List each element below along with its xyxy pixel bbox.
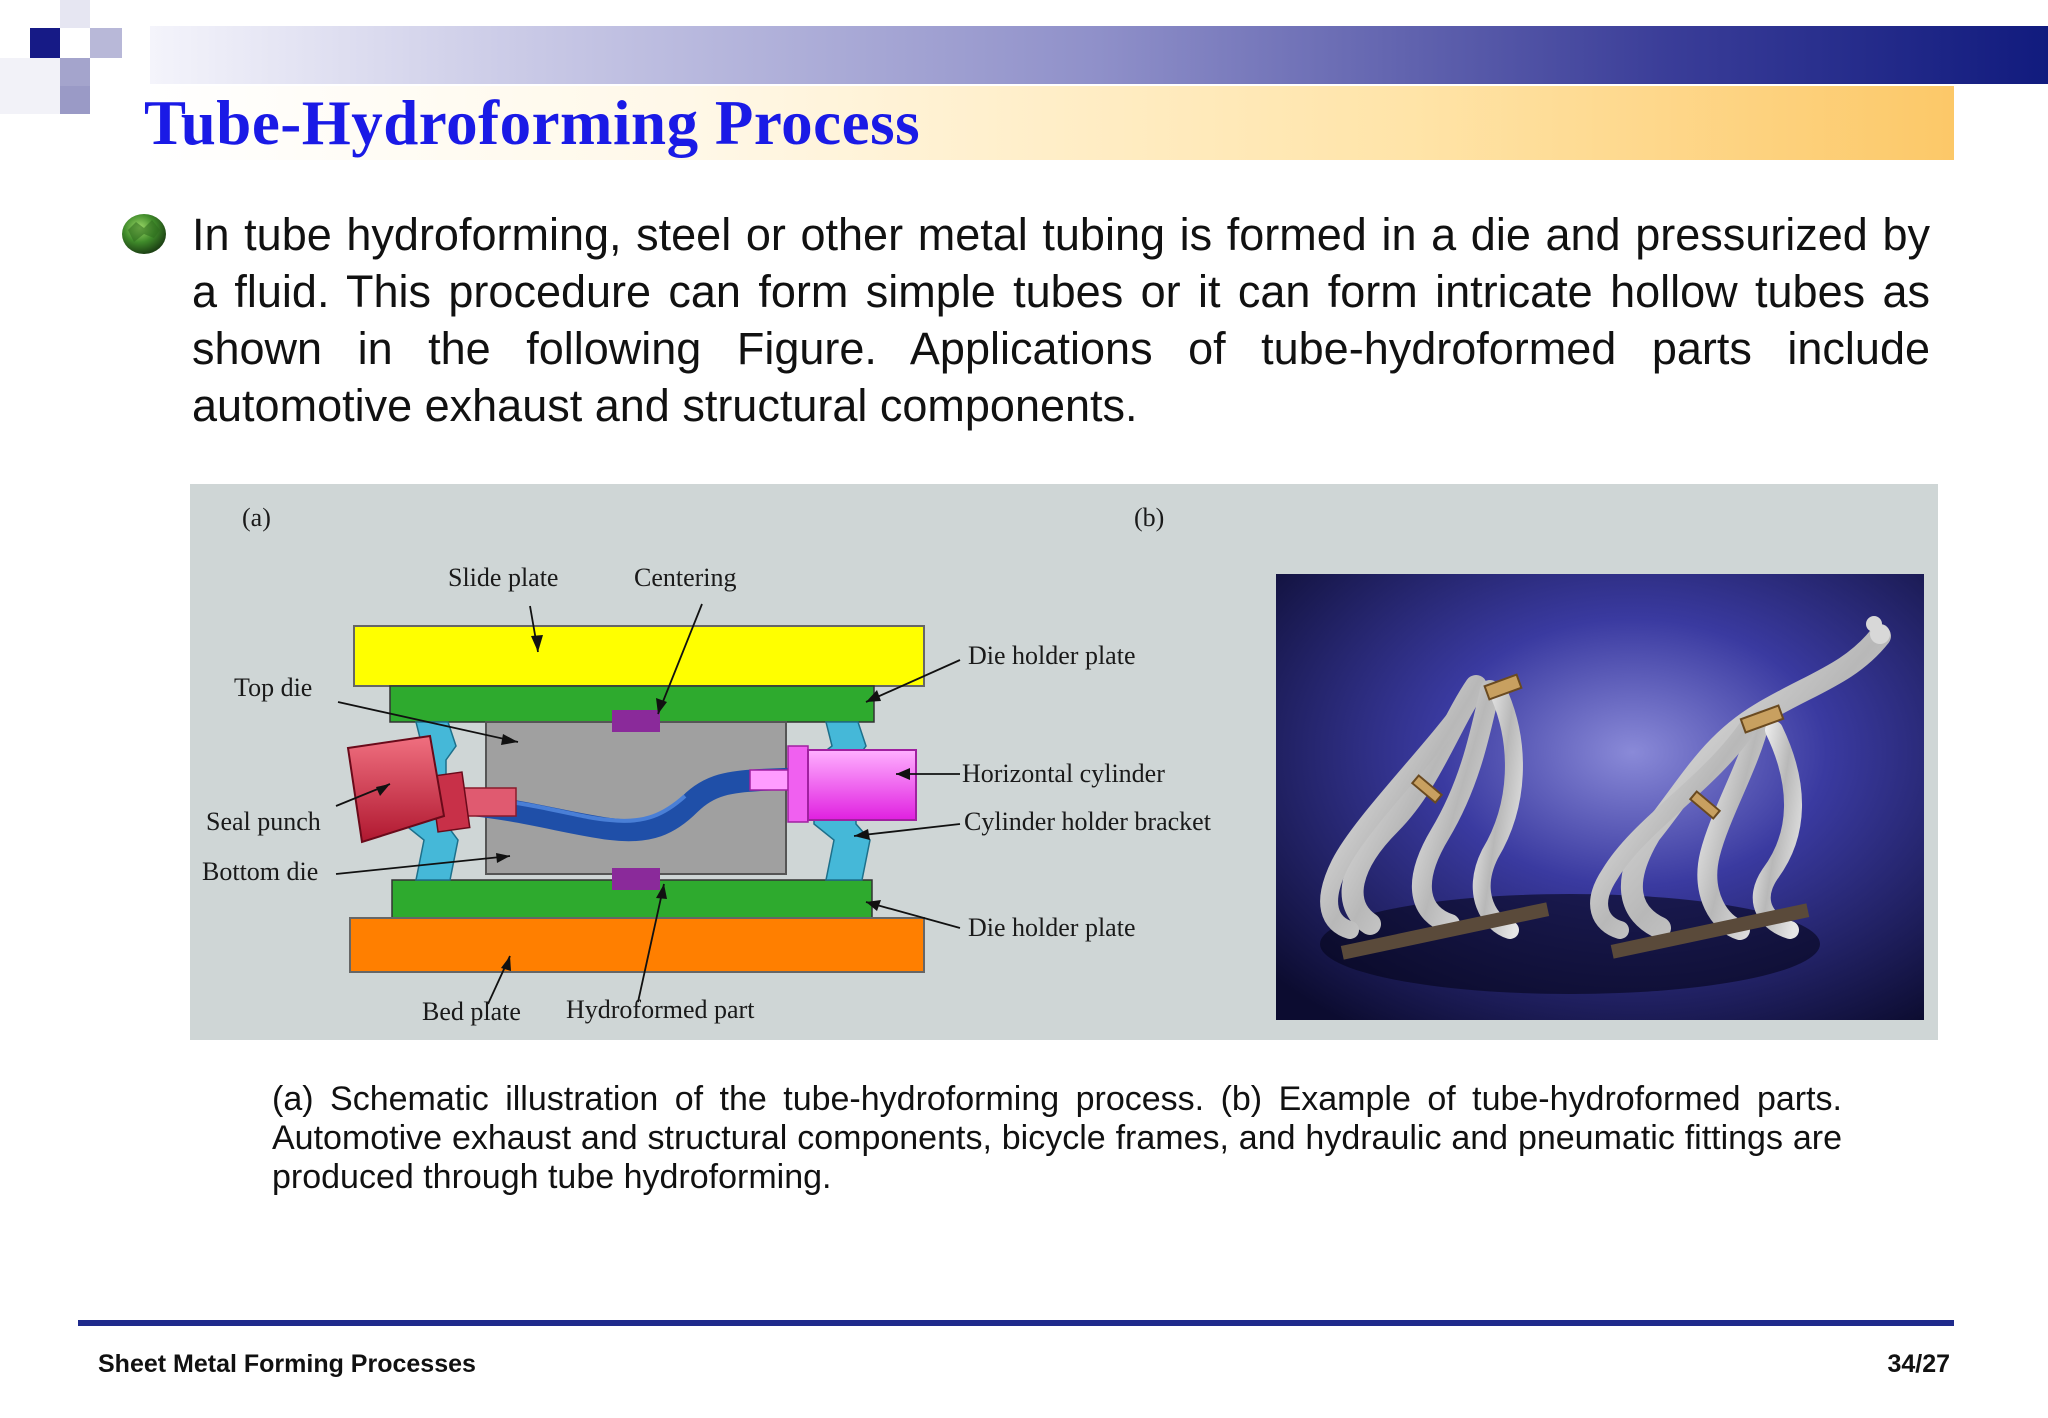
bullet-paragraph: In tube hydroforming, steel or other metal tubing is formed in a die and pressurized by a fluid. This procedure can form simple tubes or it can form intricate hollow tubes as shown in the following Figure. Applications of tube-hydroformed parts include automotive exhaust and structural components. [192, 209, 1930, 431]
slide-title: Tube-Hydroforming Process [144, 88, 921, 158]
horizontal-cylinder-flange [788, 746, 808, 822]
centering-top [612, 710, 660, 732]
header-square-decoration [60, 0, 90, 28]
label-centering: Centering [634, 563, 737, 592]
label-die-holder-plate-bottom: Die holder plate [968, 913, 1136, 942]
header-square-decoration [60, 58, 90, 86]
header-gradient-bar [150, 26, 2048, 84]
footer-course-title: Sheet Metal Forming Processes [98, 1350, 476, 1378]
footer-divider [78, 1320, 1954, 1326]
label-bottom-die: Bottom die [202, 857, 319, 886]
label-seal-punch: Seal punch [206, 807, 321, 836]
label-bed-plate: Bed plate [422, 997, 521, 1026]
label-slide-plate: Slide plate [448, 563, 559, 592]
horizontal-cylinder [808, 750, 916, 820]
hydroformed-parts-photo [1276, 574, 1924, 1020]
footer-page-number: 34/27 [1887, 1350, 1950, 1378]
green-sphere-bullet-icon [120, 212, 168, 256]
label-horizontal-cylinder: Horizontal cylinder [962, 759, 1165, 788]
header-square-decoration [90, 28, 122, 58]
bed-plate [350, 918, 924, 972]
die-block [486, 722, 786, 874]
figure-caption: (a) Schematic illustration of the tube-hydroforming process. (b) Example of tube-hydroformed parts. Automotive exhaust and structural components, bicycle frames, and hydraulic and pneumatic fittings are produced through tube hydroforming. [272, 1080, 1842, 1196]
label-die-holder-plate-top: Die holder plate [968, 641, 1136, 670]
label-hydroformed-part: Hydroformed part [566, 995, 755, 1024]
panel-b-label: (b) [1134, 503, 1165, 532]
seal-punch-shaft [462, 788, 516, 816]
header-square-decoration [0, 58, 60, 114]
centering-bottom [612, 868, 660, 890]
label-cylinder-holder-bracket: Cylinder holder bracket [964, 807, 1211, 836]
header-square-decoration [60, 86, 90, 114]
label-top-die: Top die [234, 673, 313, 702]
hydroforming-figure [190, 484, 1938, 1040]
panel-a-label: (a) [242, 503, 271, 532]
header-square-decoration [30, 28, 60, 58]
slide-plate [354, 626, 924, 686]
